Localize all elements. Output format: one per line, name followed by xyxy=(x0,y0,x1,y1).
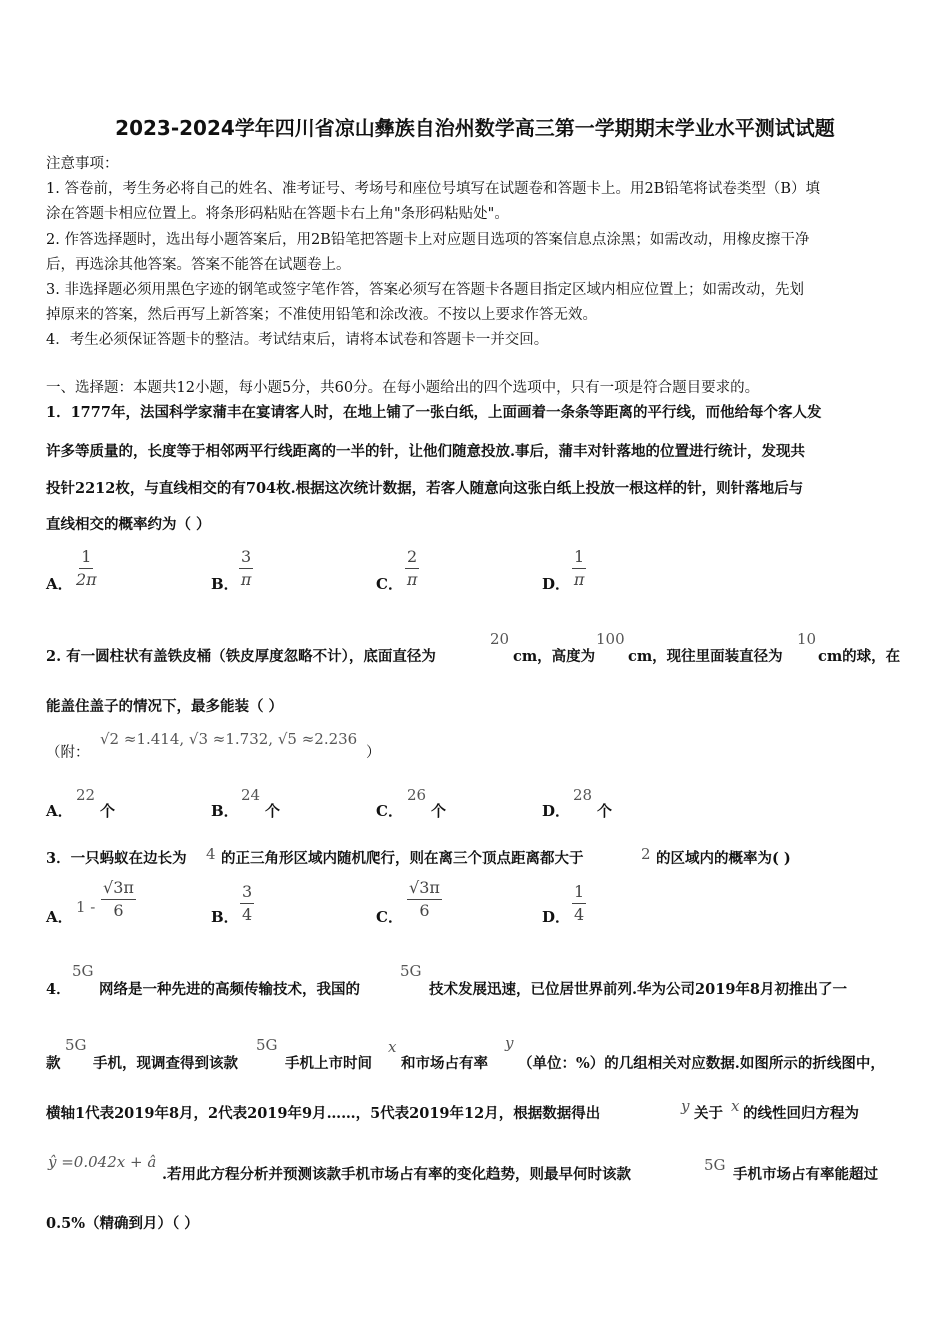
q2-text: 能盖住盖子的情况下，最多能装（ ） xyxy=(46,698,284,715)
q4-5g: 5G xyxy=(72,962,94,980)
notice-line: 4．考生必须保证答题卡的整洁。考试结束后，请将本试卷和答题卡一并交回。 xyxy=(46,332,549,348)
q3-option-b-label: B． xyxy=(211,908,239,926)
q1-option-c-label: C． xyxy=(376,575,403,593)
q2-diameter-value: 20 xyxy=(490,630,510,648)
q4-5g: 5G xyxy=(704,1156,726,1174)
q4-text: 技术发展迅速，已位居世界前列.华为公司2019年8月初推出了一 xyxy=(429,981,847,998)
notice-line: 2. 作答选择题时，选出每小题答案后，用2B铅笔把答题卡上对应题目选项的答案信息点涂黑；如需改动，用橡皮擦干净 xyxy=(46,232,810,248)
denominator: 6 xyxy=(113,901,124,920)
q3-option-c-fraction xyxy=(407,880,442,919)
q4-text: .若用此方程分析并预测该款手机市场占有率的变化趋势，则最早何时该款 xyxy=(162,1166,632,1183)
numerator: 1 xyxy=(572,884,586,904)
q3-distance-value: 2 xyxy=(641,845,651,863)
q3-option-d-label: D． xyxy=(542,908,571,926)
notice-line: 掉原来的答案，然后再写上新答案；不准使用铅笔和涂改液。不按以上要求作答无效。 xyxy=(46,307,597,323)
numerator: 3 xyxy=(240,884,254,904)
q4-var-y: y xyxy=(505,1034,514,1052)
numerator: 3 xyxy=(239,549,253,569)
denominator: π xyxy=(406,570,418,589)
q4-5g: 5G xyxy=(400,962,422,980)
q2-note-prefix: （附： xyxy=(46,745,90,761)
q1-option-c-fraction xyxy=(405,549,419,588)
q2-option-c-unit: 个 xyxy=(431,802,447,820)
q2-option-d-unit: 个 xyxy=(597,802,613,820)
notice-line: 3. 非选择题必须用黑色字迹的钢笔或签字笔作答，答案必须写在答题卡各题目指定区域内相应位置上；如需改动，先划 xyxy=(46,282,804,298)
notice-line: 涂在答题卡相应位置上。将条形码粘贴在答题卡右上角"条形码粘贴处"。 xyxy=(46,206,509,222)
q4-var-x: x xyxy=(388,1038,397,1056)
page-title: 2023-2024学年四川省凉山彝族自治州数学高三第一学期期末学业水平测试试题 xyxy=(115,116,835,140)
q4-var-x: x xyxy=(731,1097,740,1115)
denominator: 2π xyxy=(76,570,97,589)
q2-text: cm，高度为 xyxy=(513,648,596,665)
q1-option-a-fraction xyxy=(76,549,97,588)
denominator: π xyxy=(240,570,252,589)
q2-option-a-label: A． xyxy=(46,802,73,820)
section-heading: 一、选择题：本题共12小题，每小题5分，共60分。在每小题给出的四个选项中，只有一项是符合题目要求的。 xyxy=(46,380,760,396)
q3-option-b-fraction xyxy=(240,884,254,923)
q2-text: cm的球，在 xyxy=(818,648,901,665)
q1-text: 投针2212枚，与直线相交的有704枚.根据这次统计数据，若客人随意向这张白纸上投放一根这样的针，则针落地后与 xyxy=(46,480,804,497)
q3-option-d-fraction xyxy=(572,884,586,923)
notice-line: 1. 答卷前，考生务必将自己的姓名、准考证号、考场号和座位号填写在试题卷和答题卡上。用2B铅笔将试卷类型（B）填 xyxy=(46,181,820,197)
q2-text: cm，现往里面装直径为 xyxy=(628,648,783,665)
notice-heading: 注意事项： xyxy=(46,156,119,172)
q2-note-suffix: ） xyxy=(366,745,381,761)
notice-line: 后，再选涂其他答案。答案不能答在试题卷上。 xyxy=(46,257,351,273)
q4-text: 0.5%（精确到月）（ ） xyxy=(46,1215,199,1232)
denominator: 6 xyxy=(419,901,430,920)
numerator: √3π xyxy=(407,880,442,900)
denominator: 4 xyxy=(574,905,585,924)
q4-text: 关于 xyxy=(694,1105,723,1122)
q2-text: 2. 有一圆柱状有盖铁皮桶（铁皮厚度忽略不计），底面直径为 xyxy=(46,648,436,665)
q3-option-c-label: C． xyxy=(376,908,403,926)
q2-option-a-unit: 个 xyxy=(100,802,116,820)
q4-text: 横轴1代表2019年8月，2代表2019年9月……，5代表2019年12月，根据数据得出 xyxy=(46,1105,601,1122)
q3-text: 的区域内的概率为( ) xyxy=(656,850,791,867)
q1-option-d-fraction xyxy=(572,549,586,588)
q4-text: 手机市场占有率能超过 xyxy=(733,1166,878,1183)
q4-regression-equation: ŷ =0.042x + â xyxy=(48,1153,157,1171)
q4-text: （单位：%）的几组相关对应数据.如图所示的折线图中， xyxy=(518,1055,885,1072)
q3-option-a-fraction xyxy=(101,880,136,919)
q3-side-value: 4 xyxy=(206,845,216,863)
q2-option-d-value: 28 xyxy=(573,786,593,804)
numerator: 1 xyxy=(572,549,586,569)
q4-5g: 5G xyxy=(256,1036,278,1054)
q2-height-value: 100 xyxy=(596,630,625,648)
q3-text: 3．一只蚂蚁在边长为 xyxy=(46,850,187,867)
q4-number: 4． xyxy=(46,981,71,998)
q3-text: 的正三角形区域内随机爬行，则在离三个顶点距离都大于 xyxy=(221,850,584,867)
q3-option-a-label: A． xyxy=(46,908,73,926)
q4-5g: 5G xyxy=(65,1036,87,1054)
q4-text: 网络是一种先进的高频传输技术，我国的 xyxy=(99,981,360,998)
q1-option-b-fraction xyxy=(239,549,253,588)
q2-ball-value: 10 xyxy=(797,630,817,648)
q1-text: 1．1777年，法国科学家蒲丰在宴请客人时，在地上铺了一张白纸，上面画着一条条等距离的平行线，而他给每个客人发 xyxy=(46,404,822,421)
q2-option-b-unit: 个 xyxy=(265,802,281,820)
q2-option-c-value: 26 xyxy=(407,786,427,804)
q4-text: 款 xyxy=(46,1055,61,1072)
denominator: π xyxy=(573,570,585,589)
q1-text: 直线相交的概率约为（ ） xyxy=(46,516,211,533)
q1-option-d-label: D． xyxy=(542,575,571,593)
q2-option-a-value: 22 xyxy=(76,786,96,804)
numerator: 1 xyxy=(79,549,93,569)
q1-text: 许多等质量的，长度等于相邻两平行线距离的一半的针，让他们随意投放.事后，蒲丰对针落地的位置进行统计，发现共 xyxy=(46,443,806,460)
denominator: 4 xyxy=(242,905,253,924)
q1-option-b-label: B． xyxy=(211,575,239,593)
numerator: 2 xyxy=(405,549,419,569)
q2-option-b-value: 24 xyxy=(241,786,261,804)
q2-option-b-label: B． xyxy=(211,802,239,820)
q4-text: 手机上市时间 xyxy=(285,1055,372,1072)
q2-option-d-label: D． xyxy=(542,802,571,820)
numerator: √3π xyxy=(101,880,136,900)
q4-text: 和市场占有率 xyxy=(401,1055,488,1072)
q4-var-y: y xyxy=(681,1097,690,1115)
q3-option-a-prefix: 1 - xyxy=(76,898,96,916)
q4-text: 手机，现调查得到该款 xyxy=(93,1055,238,1072)
q2-note-math: √2 ≈1.414, √3 ≈1.732, √5 ≈2.236 xyxy=(100,730,358,748)
q2-option-c-label: C． xyxy=(376,802,403,820)
q4-text: 的线性回归方程为 xyxy=(743,1105,859,1122)
q1-option-a-label: A． xyxy=(46,575,73,593)
